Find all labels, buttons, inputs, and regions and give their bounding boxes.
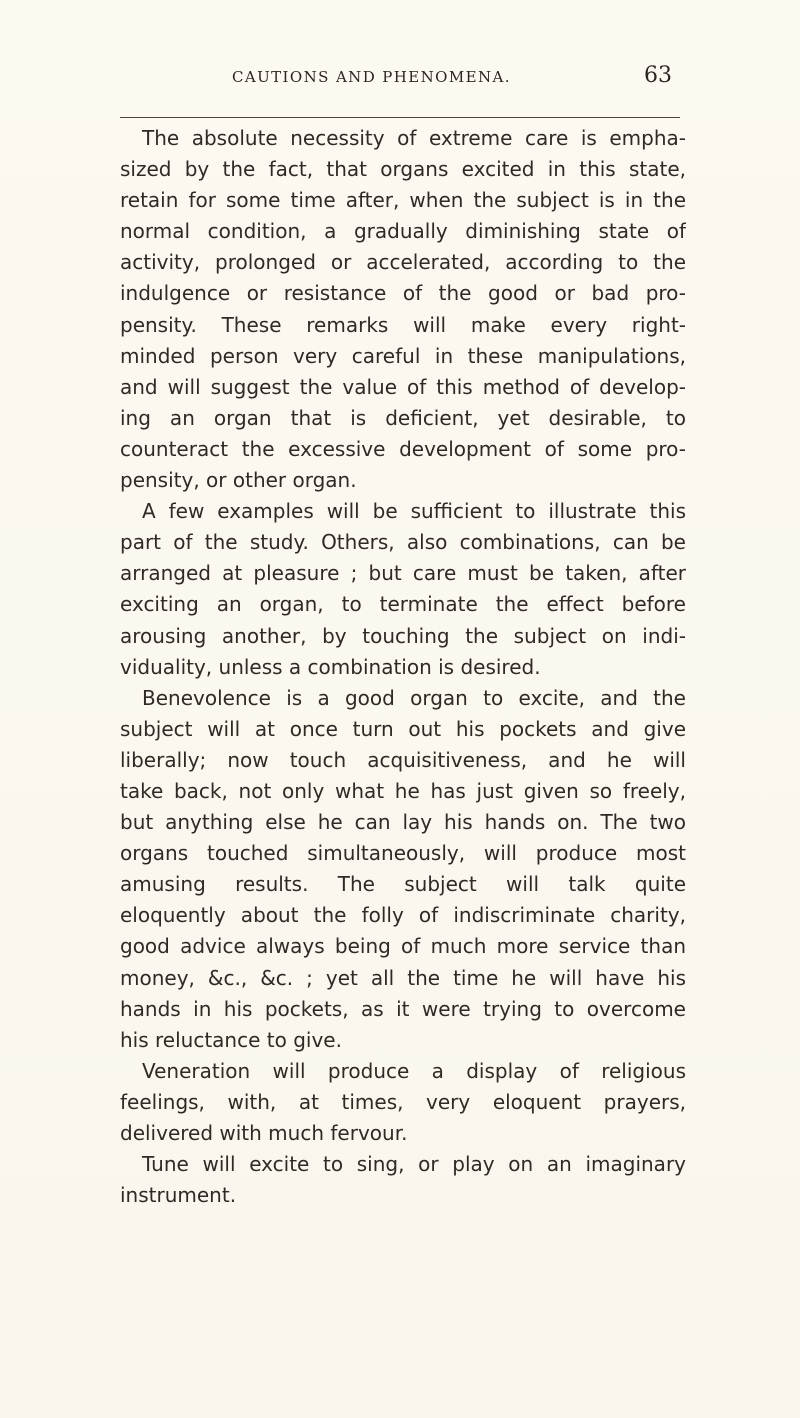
text-line: feelings, with, at times, very eloquent prayers, [120,1089,686,1114]
text-line: The absolute necessity of extreme care is empha- [142,126,686,150]
text-line: Veneration will produce a display of religious [142,1058,686,1083]
header-rule [120,117,680,118]
text-line: A few examples will be sufficient to illustrate this [142,499,686,524]
text-line: exciting an organ, to terminate the effect before [120,592,686,617]
text-line: hands in his pockets, as it were trying to overcome [120,996,686,1021]
text-line: organs touched simultaneously, will produce most [120,841,686,866]
text-line: instrument. [120,1183,237,1208]
text-line: eloquently about the folly of indiscriminate charity, [120,903,686,928]
text-line: indulgence or resistance of the good or bad pro- [120,281,686,306]
text-line: but anything else he can lay his hands on. The two [120,810,686,835]
text-line: viduality, unless a combination is desired. [120,654,541,679]
page-header [0,58,800,92]
text-line: pensity. These remarks will make every right- [120,312,686,337]
text-line: ing an organ that is deficient, yet desirable, to [120,405,686,430]
text-line: part of the study. Others, also combinations, can be [120,530,686,555]
body-text [120,123,686,1211]
text-line: good advice always being of much more service than [120,934,686,959]
running-title: CAUTIONS AND PHENOMENA. [232,68,511,86]
text-line: retain for some time after, when the subject is in the [120,188,686,213]
text-line: arranged at pleasure ; but care must be taken, after [120,561,686,586]
text-line: liberally; now touch acquisitiveness, and he will [120,747,686,772]
text-line: activity, prolonged or accelerated, according to the [120,250,686,275]
text-line: pensity, or other organ. [120,468,357,493]
text-line: amusing results. The subject will talk quite [120,872,686,897]
text-line: money, &c., &c. ; yet all the time he will have his [120,965,686,990]
page-number: 63 [644,63,672,88]
text-line: Tune will excite to sing, or play on an imaginary [142,1152,686,1177]
text-line: his reluctance to give. [120,1027,342,1052]
text-line: normal condition, a gradually diminishing state of [120,219,686,244]
text-line: subject will at once turn out his pockets and give [120,716,686,741]
text-line: sized by the fact, that organs excited in this state, [120,157,686,182]
text-line: and will suggest the value of this method of develop- [120,374,686,399]
text-line: arousing another, by touching the subject on indi- [120,623,686,648]
text-line: take back, not only what he has just given so freely, [120,778,686,803]
text-line: minded person very careful in these manipulations, [120,343,686,368]
text-line: counteract the excessive development of some pro- [120,436,686,461]
text-line: delivered with much fervour. [120,1121,408,1145]
text-line: Benevolence is a good organ to excite, and the [142,685,686,710]
